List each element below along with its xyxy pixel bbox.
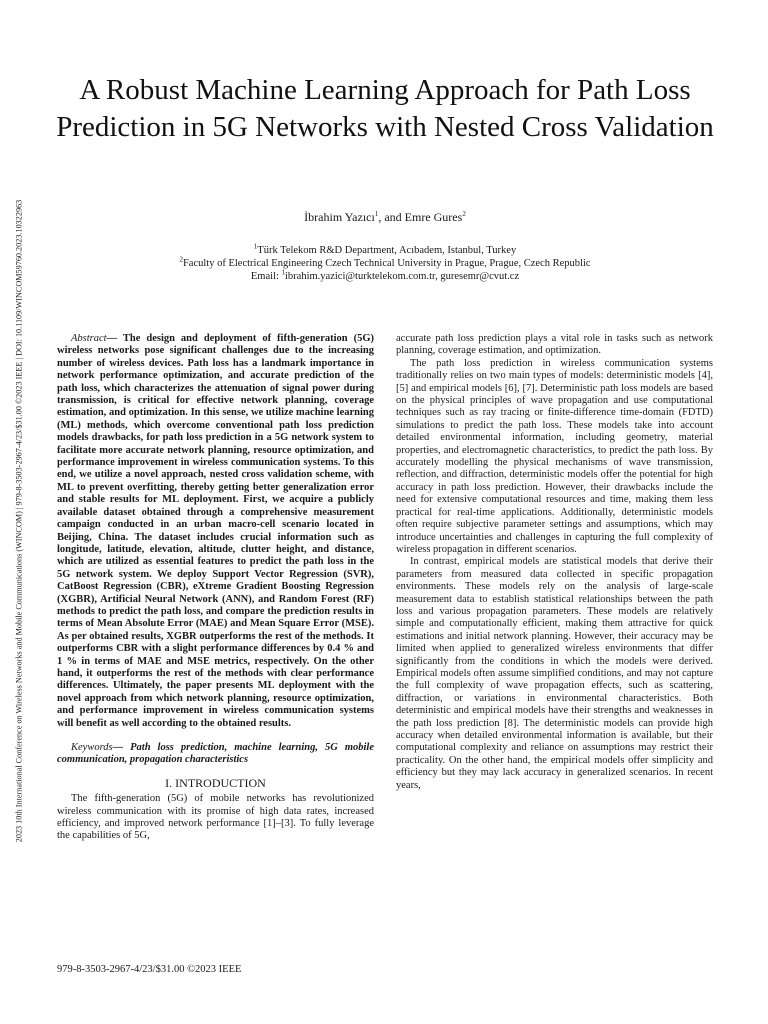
body-paragraph: The path loss prediction in wireless communication systems traditionally relies on two main types of models: deterministic models [4], [5] and empirical models [6], [7]. Deterministic path loss models are based on the physical principles of wave propagation and use computational techniques such as ray tracing or finite-difference time-domain (FDTD) simulations to predict the path loss. These models take into account detailed environmental information, including geometry, material properties, and electromagnetic characteristics, to predict the path loss. By accurately modelling the physical mechanisms of wave transmission, reflection, and diffraction, deterministic models offer the potential for high accuracy in path loss prediction. However, their drawbacks include the need for extensive computational resources and time, making them less practical for real-time applications. Additionally, deterministic models often require subjective parameter settings and assumptions, which may introduce uncertainties and challenges in capturing the full complexity of wireless propagation in different scenarios. xyxy=(396,357,713,555)
keywords-heading: Keywords xyxy=(71,742,113,753)
abstract-heading: Abstract xyxy=(71,333,107,344)
section-heading: I. INTRODUCTION xyxy=(165,775,266,790)
author-separator: , and xyxy=(378,210,405,224)
author-superscript: 1 xyxy=(374,210,379,218)
doi-citation-text: 2023 10th International Conference on Wireless Networks and Mobile Communications (WINCOM) | 979-8-3503-2967-4/23/$31.00 ©2023 IEEE | DOI: 10.1109/WINCOM59760.2023.10322963 xyxy=(14,199,24,843)
affiliation-line xyxy=(50,242,720,256)
right-column xyxy=(396,333,713,792)
email-superscript: 1 xyxy=(281,268,286,277)
copyright-footer: 979-8-3503-2967-4/23/$31.00 ©2023 IEEE xyxy=(57,964,242,975)
affiliation-text: Türk Telekom R&D Department, Acıbadem, Istanbul, Turkey xyxy=(257,245,517,256)
author-name: Emre Gures xyxy=(404,210,463,224)
author-name: İbrahim Yazıcı xyxy=(304,210,375,224)
affiliation-superscript: 2 xyxy=(179,255,183,264)
affiliation-superscript: 1 xyxy=(253,242,258,251)
keywords-paragraph xyxy=(57,742,374,767)
email-line xyxy=(50,268,720,282)
body-paragraph: accurate path loss prediction plays a vital role in tasks such as network planning, coverage estimation, and optimization. xyxy=(396,333,713,357)
side-metadata-strip xyxy=(10,96,28,946)
keywords-text: — Path loss prediction, machine learning, 5G mobile communication, propagation characteristics xyxy=(57,742,374,766)
author-line xyxy=(50,210,720,225)
abstract-paragraph xyxy=(57,333,374,730)
body-paragraph: In contrast, empirical models are statistical models that derive their parameters from measured data collected in specific propagation environments. These models rely on the analysis of large-scale measurement data to establish statistical relationships between the path loss and various propagation parameters. These models are relatively simple and computationally efficient, making them attractive for quick estimations and initial network planning. However, their accuracy may be limited when applied to generalized wireless environments that differ significantly from the conditions in which the models were derived. Empirical models often assume simplified conditions, and may not capture the full complexity of wave propagation effects, such as scattering, diffraction, or variations in environmental characteristics. Both deterministic and empirical models have their strengths and weaknesses in the path loss prediction [8]. The deterministic models can provide high accuracy when detailed environmental information is available, but their computational complexity and reliance on assumptions may restrict their practicality. On the other hand, the empirical models offer simplicity and efficiency but they may lack accuracy in generalized scenarios. In recent years, xyxy=(396,556,713,791)
abstract-text: — The design and deployment of fifth-generation (5G) wireless networks pose significant challenges due to the increasing number of wireless devices. Path loss has a landmark importance in network performance optimization, and accurate prediction of the path loss, which characterizes the attenuation of signal power during transmission, is critical for effective network planning, coverage estimation, and optimization. In this sense, we utilize machine learning (ML) methods, which overcome conventional path loss prediction models drawbacks, for path loss prediction in a 5G network system to facilitate more accurate network planning, resource optimization, and performance improvement in wireless communication systems. To this end, we utilize a novel approach, nested cross validation scheme, with ML to prevent overfitting, thereby getting better generalization error and stable results for ML deployment. First, we acquire a publicly available dataset obtained through a comprehensive measurement campaign conducted in an urban macro-cell scenario located in Beijing, China. The dataset includes crucial information such as longitude, latitude, elevation, altitude, clutter height, and distance, which are utilized as essential features to predict the path loss in the 5G network system. We deploy Support Vector Regression (SVR), CatBoost Regression (CBR), eXtreme Gradient Boosting Regression (XGBR), Artificial Neural Network (ANN), and Random Forest (RF) methods to predict the path loss, and compare the prediction results in terms of Mean Absolute Error (MAE) and Mean Square Error (MSE). As per obtained results, XGBR outperforms the rest of the methods. It outperforms CBR with a slight performance differences by 0.4 % and 1 % in terms of MAE and MSE metrics, respectively. On the other hand, it outperforms the rest of the methods with clear performance differences. Ultimately, the paper presents ML deployment with the novel approach from which network planning, resource optimization, and performance improvement in wireless communication systems will benefit as well according to the obtained results. xyxy=(57,333,374,729)
email-text: ibrahim.yazici@turktelekom.com.tr, guresemr@cvut.cz xyxy=(285,271,520,282)
left-column xyxy=(57,333,374,843)
paper-title: A Robust Machine Learning Approach for Path Loss Prediction in 5G Networks with Nested Cross Validation xyxy=(56,74,714,143)
affiliation-text: Faculty of Electrical Engineering Czech Technical University in Prague, Prague, Czech Republic xyxy=(182,258,591,269)
body-paragraph: The fifth-generation (5G) of mobile networks has revolutionized wireless communication with its promise of high data rates, increased efficiency, and improved network performance [1]–[3]. To fully leverage the capabilities of 5G, xyxy=(57,793,374,842)
affiliation-line xyxy=(50,255,720,269)
email-label: Email: xyxy=(250,271,282,282)
author-superscript: 2 xyxy=(462,210,466,218)
